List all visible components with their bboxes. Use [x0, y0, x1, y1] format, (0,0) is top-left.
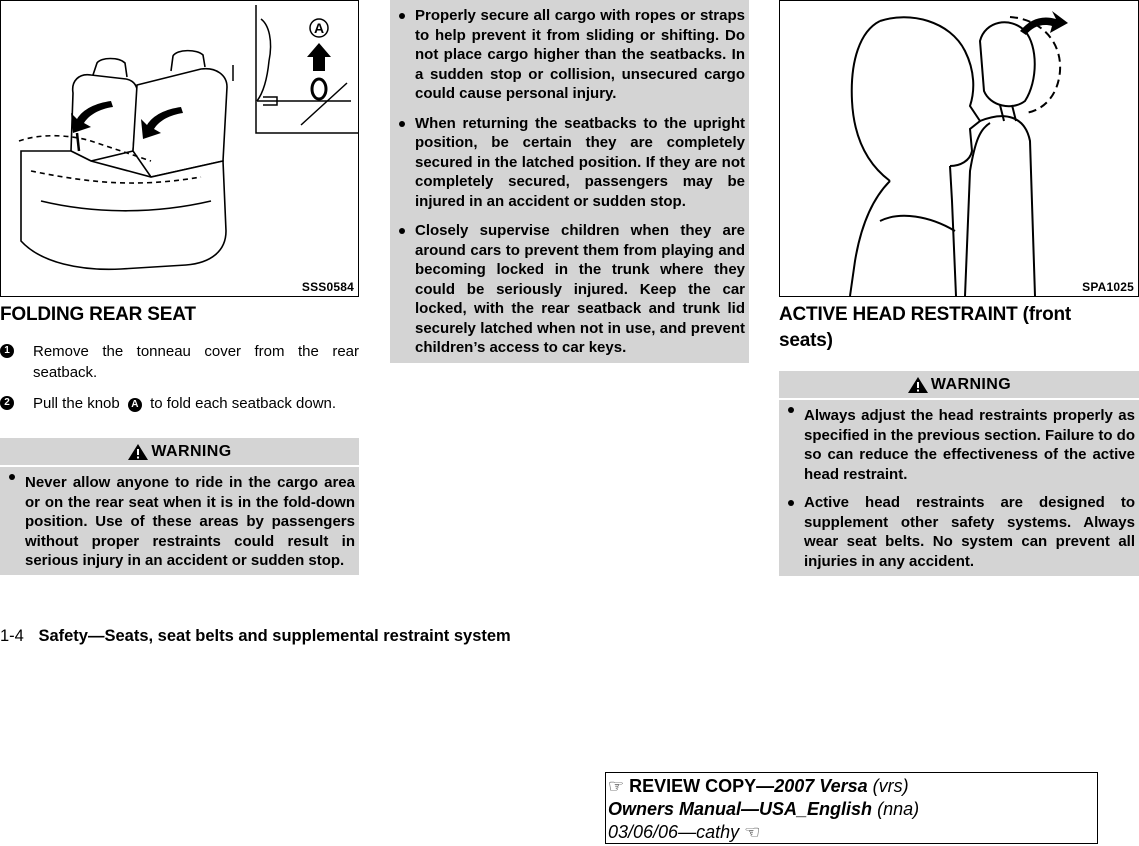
warning-item: Closely supervise children when they are around cars to prevent them from playing and becoming locked in the trunk where they could be seriously injured. Keep the car locked, with the rear seatback and trunk lid securely latched when not in use, and prevent children’s access to car keys.	[390, 221, 749, 358]
pointing-hand-left-icon: ☜	[744, 822, 761, 842]
step-number: 1	[0, 344, 14, 358]
warning-icon	[907, 376, 929, 394]
head-restraint-figure	[779, 0, 1139, 297]
page-footer	[0, 627, 511, 646]
step-text: to fold each seatback down.	[150, 395, 337, 412]
step-1	[0, 341, 359, 383]
warning-item: When returning the seatbacks to the upright position, be certain they are completely secured in the latched position. If they are not completely secured, passengers may be injured in an accident or sudden stop.	[390, 114, 749, 212]
warning-box-continued	[390, 0, 749, 363]
step-number: 2	[0, 396, 14, 410]
section-title: Safety—Seats, seat belts and supplemental restraint system	[38, 627, 511, 645]
section-heading: ACTIVE HEAD RESTRAINT (front seats)	[779, 304, 1072, 351]
warning-box	[0, 438, 359, 575]
warning-item: Active head restraints are designed to supplement other safety systems. Always wear seat belts. No system can prevent all injuries in any accident.	[779, 493, 1139, 571]
warning-title: WARNING	[779, 371, 1139, 400]
callout-letter: A	[128, 398, 142, 412]
column-right	[779, 0, 1139, 576]
warning-title: WARNING	[0, 438, 359, 467]
head-restraint-illustration	[780, 1, 1138, 296]
rear-seat-figure	[0, 0, 359, 297]
warning-item: Never allow anyone to ride in the cargo area or on the rear seat when it is in the fold-down position. Use of these areas by passengers without proper restraints could result in serious injury in an accident or sudden stop.	[0, 467, 359, 571]
step-2	[0, 393, 359, 414]
warning-icon	[127, 443, 149, 461]
rear-seat-illustration	[1, 1, 358, 296]
column-middle	[390, 0, 749, 363]
section-heading: FOLDING REAR SEAT	[0, 304, 196, 325]
warning-box	[779, 371, 1139, 576]
warning-item: Always adjust the head restraints properly as specified in the previous section. Failure to do so can reduce the effectiveness of the active head restraint.	[779, 400, 1139, 484]
step-text: Pull the knob	[33, 395, 120, 412]
column-left	[0, 0, 359, 575]
figure-code: SPA1025	[1082, 280, 1134, 294]
review-copy-box: ☞ REVIEW COPY—2007 Versa (vrs) Owners Manual—USA_English (nna) 03/06/06—cathy ☜	[605, 772, 1098, 844]
step-text: Remove the tonneau cover from the rear seatback.	[33, 343, 359, 381]
warning-item: Properly secure all cargo with ropes or straps to help prevent it from sliding or shifting. Do not place cargo higher than the seatbacks. In a sudden stop or collision, unsecured cargo could cause personal injury.	[390, 6, 749, 104]
figure-code: SSS0584	[301, 280, 354, 294]
pointing-hand-icon: ☞	[608, 776, 625, 796]
page-number: 1-4	[0, 627, 24, 645]
svg-text:A: A	[313, 20, 325, 36]
